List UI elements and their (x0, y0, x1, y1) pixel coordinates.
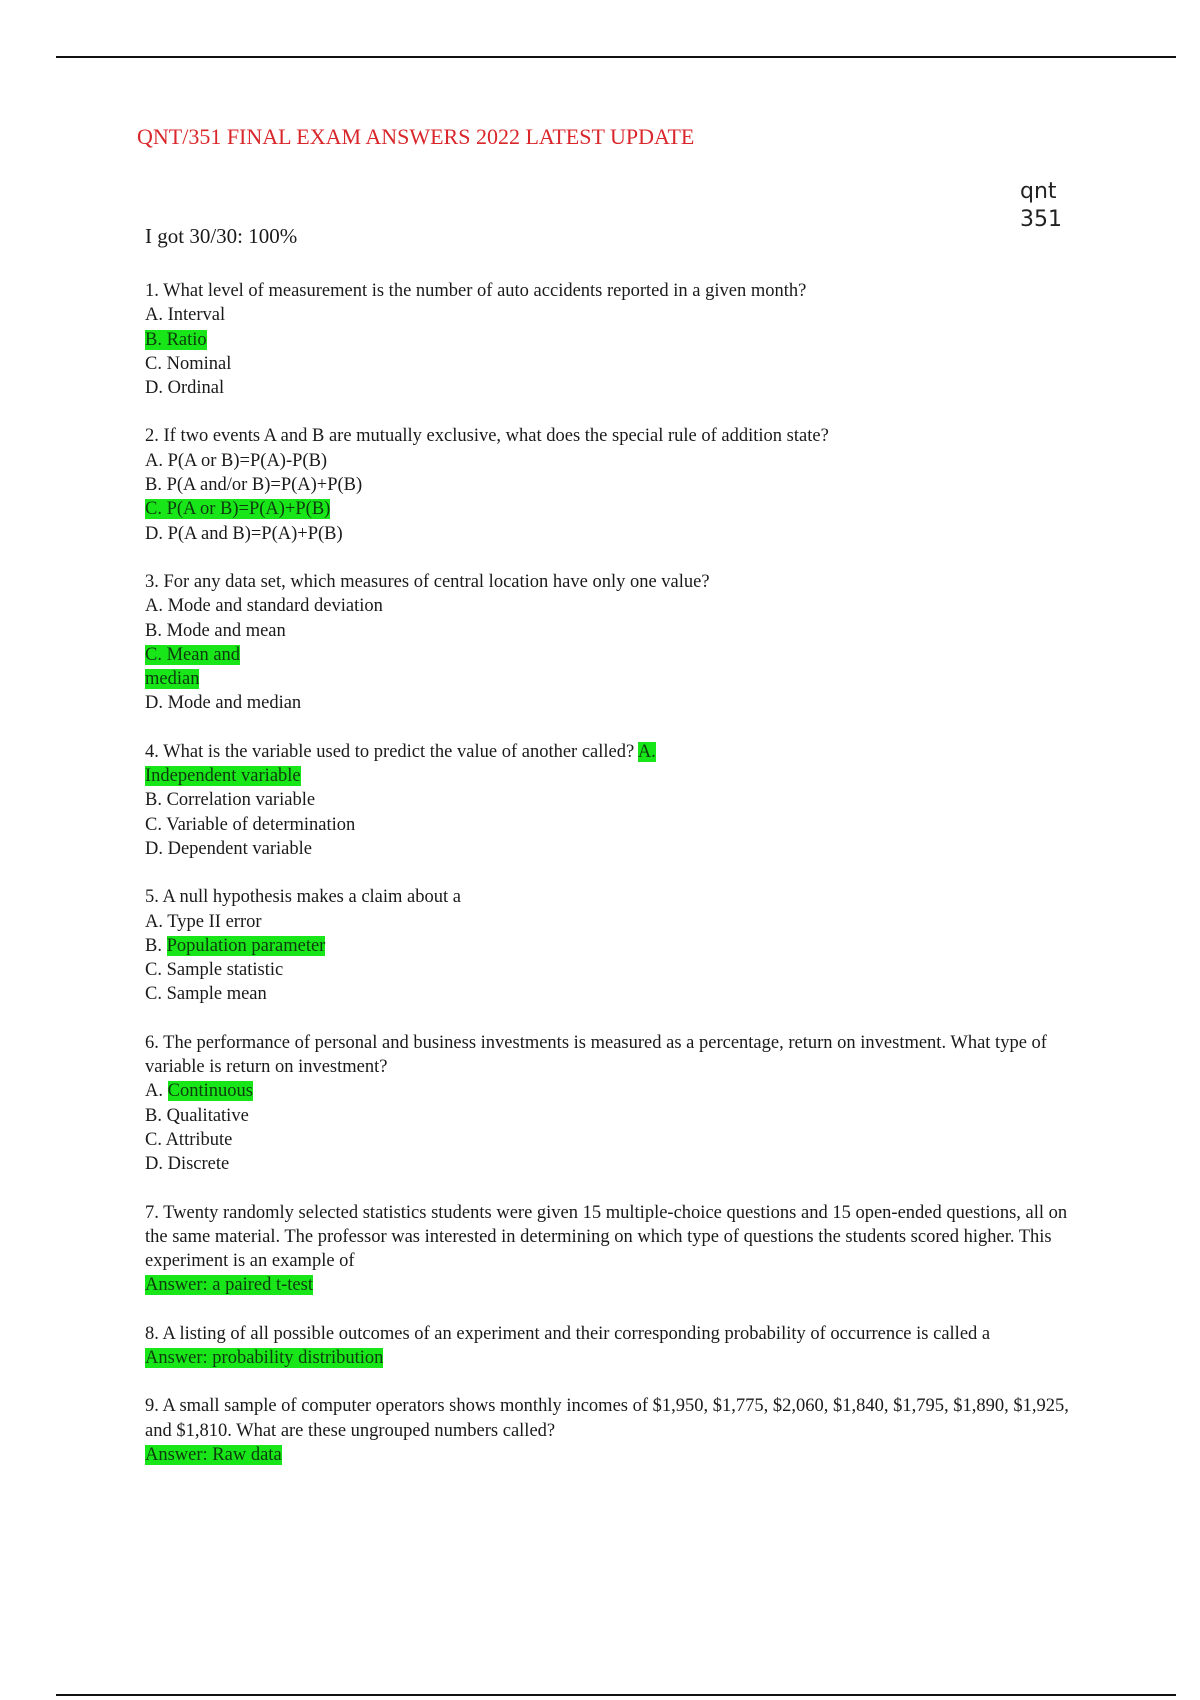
question-text: 2. If two events A and B are mutually exclusive, what does the special rule of addition state? (145, 426, 829, 447)
option-a-correct: A. Continuous (145, 1081, 253, 1102)
answer-highlight: A. Independent variable (145, 741, 656, 787)
answer-line (145, 1346, 1075, 1370)
bottom-rule (56, 1694, 1176, 1696)
question-text-with-answer: 4. What is the variable used to predict the value of another called? A. Independent variable (145, 741, 656, 787)
option-c: C. Nominal (145, 353, 232, 374)
answer-highlight: Continuous (167, 1081, 253, 1102)
question-3 (145, 570, 1075, 716)
answer-highlight: Answer: Raw data (145, 1444, 282, 1465)
question-text: 5. A null hypothesis makes a claim about a (145, 887, 461, 908)
answer-highlight: Population parameter (166, 935, 326, 956)
option-a: A. Mode and standard deviation (145, 596, 383, 617)
answer-line (145, 1443, 1075, 1467)
document-title: QNT/351 FINAL EXAM ANSWERS 2022 LATEST UPDATE (137, 124, 695, 149)
corner-tag (1020, 178, 1100, 234)
question-5 (145, 885, 1075, 1006)
answer-line (145, 1273, 1075, 1297)
question-4 (145, 740, 1075, 861)
question-1 (145, 279, 1075, 400)
option-a: A. P(A or B)=P(A)-P(B) (145, 450, 328, 471)
option-b-correct (145, 328, 1075, 352)
question-list (145, 279, 1075, 1491)
question-9 (145, 1394, 1075, 1467)
answer-highlight: C. P(A or B)=P(A)+P(B) (145, 499, 331, 520)
question-text: 7. Twenty randomly selected statistics students were given 15 multiple-choice questions and 15 open-ended questions, all on the same material. The professor was interested in determining on which type of questions the students scored higher. This experiment is an example of (145, 1202, 1068, 1272)
option-c: C. Variable of determination (145, 814, 356, 835)
answer-highlight: Answer: probability distribution (145, 1347, 384, 1368)
question-text: 3. For any data set, which measures of central location have only one value? (145, 571, 710, 592)
corner-tag-line-1: qnt (1020, 179, 1057, 204)
option-b: B. Qualitative (145, 1105, 249, 1126)
option-c-correct (145, 497, 1075, 521)
option-d: D. Discrete (145, 1154, 230, 1175)
option-c: C. Sample statistic (145, 960, 284, 981)
question-7 (145, 1201, 1075, 1298)
option-d: D. Ordinal (145, 378, 225, 399)
option-d: C. Sample mean (145, 984, 267, 1005)
question-8 (145, 1322, 1075, 1371)
question-2 (145, 424, 1075, 545)
question-6 (145, 1031, 1075, 1177)
answer-highlight: C. Mean and median (145, 644, 241, 690)
question-text: 8. A listing of all possible outcomes of an experiment and their corresponding probability of occurrence is called a (145, 1323, 991, 1344)
answer-highlight: Answer: a paired t-test (145, 1275, 313, 1296)
top-rule (56, 56, 1176, 58)
question-text: 1. What level of measurement is the number of auto accidents reported in a given month? (145, 281, 807, 301)
option-b: B. Mode and mean (145, 620, 286, 641)
option-a: A. Interval (145, 305, 226, 326)
score-line: I got 30/30: 100% (145, 224, 298, 248)
option-b: B. P(A and/or B)=P(A)+P(B) (145, 475, 363, 496)
question-text: 6. The performance of personal and business investments is measured as a percentage, return on investment. What type of variable is return on investment? (145, 1032, 1047, 1078)
option-d: D. P(A and B)=P(A)+P(B) (145, 523, 343, 544)
question-text: 9. A small sample of computer operators shows monthly incomes of $1,950, $1,775, $2,060, $1,840, $1,795, $1,890, $1,925, and $1,810. What are these ungrouped numbers called? (145, 1396, 1069, 1441)
option-c-correct (145, 643, 260, 692)
option-a: A. Type II error (145, 911, 262, 932)
option-c: C. Attribute (145, 1129, 233, 1150)
answer-highlight: B. Ratio (145, 329, 207, 350)
corner-tag-line-2: 351 (1020, 207, 1062, 232)
option-b: B. Correlation variable (145, 790, 316, 811)
option-b-correct: B. Population parameter (145, 935, 326, 956)
option-d: D. Dependent variable (145, 838, 312, 859)
option-d: D. Mode and median (145, 693, 302, 714)
